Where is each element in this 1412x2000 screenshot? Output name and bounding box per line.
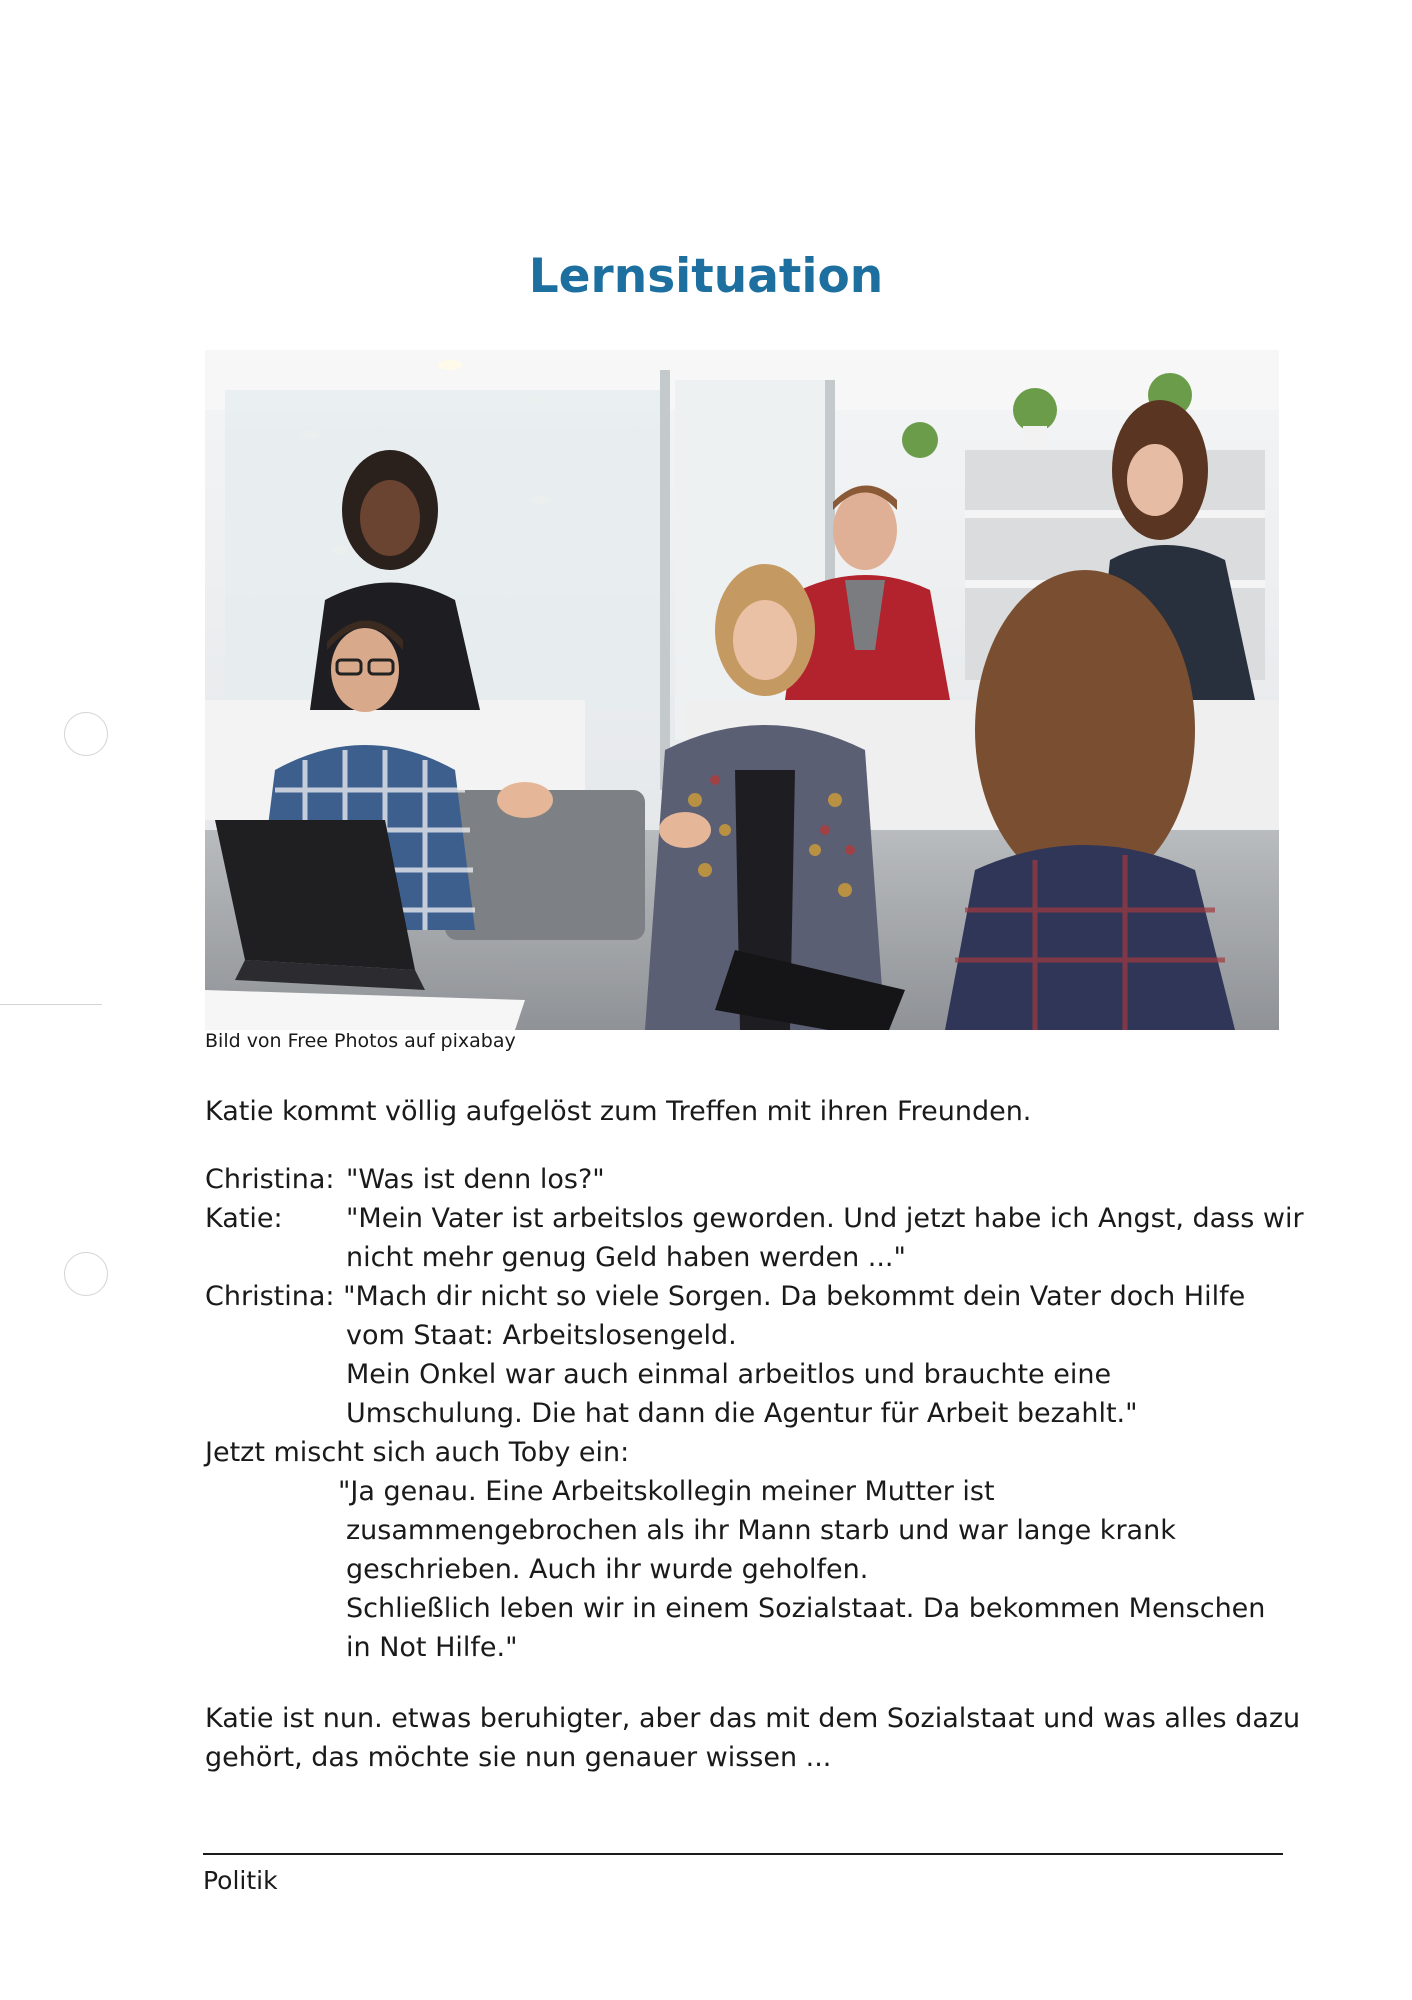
fold-mark xyxy=(0,1004,102,1005)
punch-hole-bottom xyxy=(64,1252,108,1296)
page-title: Lernsituation xyxy=(528,249,884,304)
intro-paragraph: Katie kommt völlig aufgelöst zum Treffen mit ihren Freunden. xyxy=(205,1096,1032,1127)
dialog xyxy=(205,1160,1304,1667)
dialog-text: "Mein Vater ist arbeitslos geworden. Und jetzt habe ich Angst, dass wir xyxy=(346,1203,1304,1234)
speaker-label: Katie: xyxy=(205,1203,283,1234)
speaker-label: Christina: xyxy=(205,1164,335,1195)
dialog-line: Jetzt mischt sich auch Toby ein: xyxy=(205,1437,630,1468)
punch-hole-top xyxy=(64,712,108,756)
outro-paragraph xyxy=(205,1699,1300,1777)
office-meeting-photo xyxy=(205,350,1279,1030)
dialog-text: "Mach dir nicht so viele Sorgen. Da bekommt dein Vater doch Hilfe xyxy=(343,1281,1246,1312)
dialog-line: Umschulung. Die hat dann die Agentur für Arbeit bezahlt." xyxy=(346,1398,1138,1429)
dialog-line: in Not Hilfe." xyxy=(346,1632,518,1663)
footer-subject: Politik xyxy=(203,1866,278,1895)
dialog-line xyxy=(205,1199,1304,1238)
dialog-line: Mein Onkel war auch einmal arbeitlos und brauchte eine xyxy=(346,1359,1112,1390)
dialog-line: nicht mehr genug Geld haben werden ..." xyxy=(346,1242,906,1273)
speaker-label: Christina: xyxy=(205,1281,335,1312)
dialog-line xyxy=(205,1277,1304,1316)
footer-divider xyxy=(203,1853,1283,1855)
dialog-line: zusammengebrochen als ihr Mann starb und war lange krank xyxy=(346,1515,1176,1546)
dialog-line: Schließlich leben wir in einem Sozialstaat. Da bekommen Menschen xyxy=(346,1593,1266,1624)
outro-line: gehört, das möchte sie nun genauer wissen ... xyxy=(205,1742,832,1773)
dialog-line: geschrieben. Auch ihr wurde geholfen. xyxy=(346,1554,869,1585)
dialog-line: "Ja genau. Eine Arbeitskollegin meiner Mutter ist xyxy=(338,1476,995,1507)
dialog-line xyxy=(205,1160,1304,1199)
photo-caption: Bild von Free Photos auf pixabay xyxy=(205,1030,516,1052)
dialog-text: "Was ist denn los?" xyxy=(346,1164,605,1195)
dialog-line: vom Staat: Arbeitslosengeld. xyxy=(346,1320,737,1351)
outro-line: Katie ist nun. etwas beruhigter, aber das mit dem Sozialstaat und was alles dazu xyxy=(205,1703,1301,1734)
